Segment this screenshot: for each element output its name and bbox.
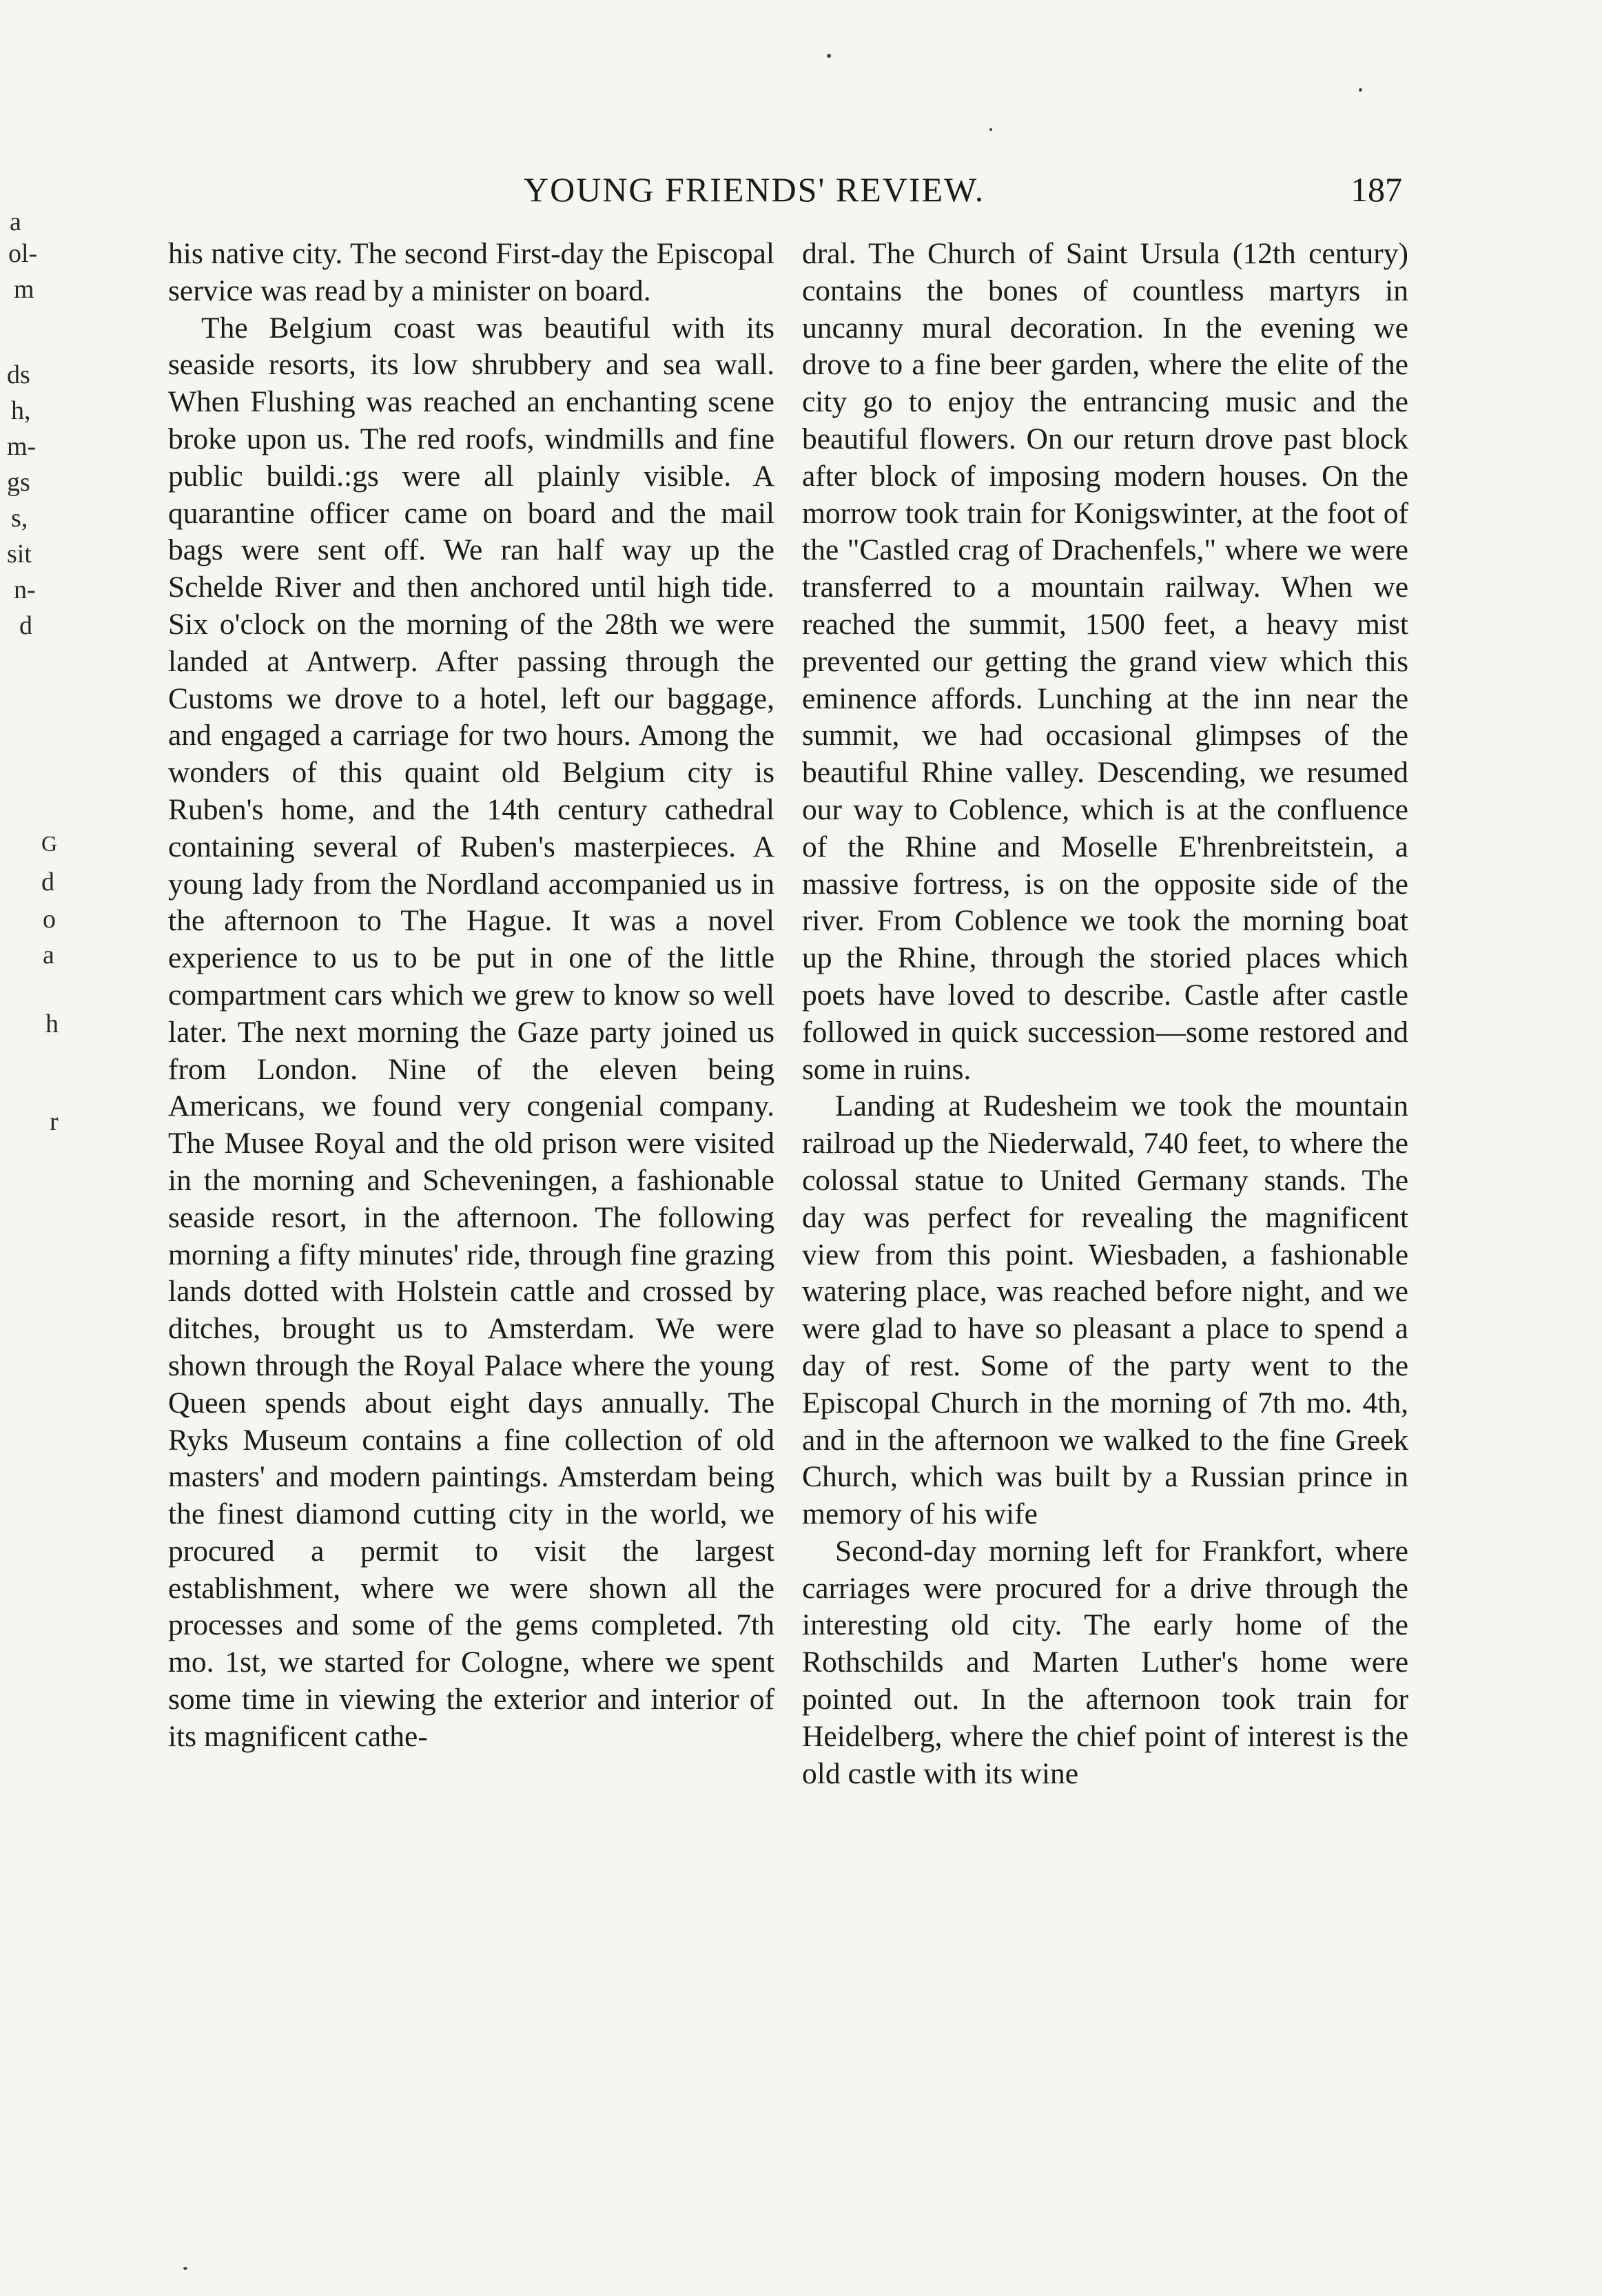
margin-fragment: o — [43, 905, 56, 934]
margin-fragment: a — [10, 207, 21, 236]
margin-fragment: h, — [11, 396, 31, 425]
left-margin-fragments — [0, 207, 103, 1861]
margin-fragment: ds — [7, 360, 30, 389]
paragraph: dral. The Church of Saint Ursula (12th century) contains the bones of countless martyrs in uncanny mural decoration. In the evening we drove to a fine beer garden, where the elite of the city go to enjoy the entrancing music and the beautiful flowers. On our return drove past block after block of imposing modern houses. On the morrow took train for Konigswinter, at the foot of the "Castled crag of Drachenfels," where we were transferred to a mountain railway. When we reached the summit, 1500 feet, a heavy mist prevented our getting the grand view which this eminence affords. Lunching at the inn near the summit, we had occasional glimpses of the beautiful Rhine valley. Descending, we resumed our way to Coblence, which is at the confluence of the Rhine and Moselle E'hrenbreitstein, a massive fortress, is on the opposite side of the river. From Coblence we took the morning boat up the Rhine, through the storied places which poets have loved to describe. Castle after castle followed in quick succession—some restored and some in ruins. — [802, 237, 1408, 1086]
margin-fragment: a — [43, 941, 54, 970]
paragraph: his native city. The second First-day the Episcopal service was read by a minister on board. — [168, 237, 774, 307]
margin-fragment: sit — [7, 540, 32, 568]
margin-fragment: d — [41, 868, 54, 896]
print-speck — [827, 54, 831, 58]
running-head-title: YOUNG FRIENDS' REVIEW. — [524, 170, 985, 209]
margin-fragment: s, — [11, 504, 28, 533]
paragraph: Landing at Rudesheim we took the mountain railroad up the Niederwald, 740 feet, to where the colossal statue to United Germany stands. The day was perfect for revealing the magnificent view from this point. Wiesbaden, a fashionable watering place, was reached before night, and we were glad to have so pleasant a place to spend a day of rest. Some of the party went to the Episcopal Church in the morning of 7th mo. 4th, and in the afternoon we walked to the fine Greek Church, which was built by a Russian prince in memory of his wife — [802, 1089, 1408, 1531]
left-column — [168, 236, 774, 1756]
margin-fragment: r — [50, 1107, 59, 1136]
paragraph: The Belgium coast was beautiful with its seaside resorts, its low shrubbery and sea wall. When Flushing was reached an enchanting scene broke upon us. The red roofs, windmills and fine public buildi.:gs were all plainly visible. A quarantine officer came on board and the mail bags were sent off. We ran half way up the Schelde River and then anchored until high tide. Six o'clock on the morning of the 28th we were landed at Antwerp. After passing through the Customs we drove to a hotel, left our baggage, and engaged a carriage for two hours. Among the wonders of this quaint old Belgium city is Ruben's home, and the 14th century cathedral containing several of Ruben's masterpieces. A young lady from the Nordland accompanied us in the afternoon to The Hague. It was a novel experience to us to be put in one of the little compartment cars which we grew to know so well later. The next morning the Gaze party joined us from London. Nine of the eleven being Americans, we found very congenial company. The Musee Royal and the old prison were visited in the morning and Scheveningen, a fashionable seaside resort, in the afternoon. The following morning a fifty minutes' ride, through fine grazing lands dotted with Holstein cattle and crossed by ditches, brought us to Amsterdam. We were shown through the Royal Palace where the young Queen spends about eight days annually. The Ryks Museum contains a fine collection of old masters' and modern paintings. Amsterdam being the finest diamond cutting city in the world, we procured a permit to visit the largest establishment, where we were shown all the processes and some of the gems completed. 7th mo. 1st, we started for Cologne, where we spent some time in viewing the exterior and interior of its magnificent cathe- — [168, 311, 774, 1753]
print-speck — [989, 128, 992, 131]
margin-fragment: m- — [7, 432, 37, 461]
margin-fragment: h — [45, 1009, 59, 1038]
print-speck — [183, 2267, 187, 2270]
margin-fragment: ol- — [8, 239, 38, 268]
page-number: 187 — [1351, 170, 1402, 209]
margin-fragment: gs — [7, 468, 30, 497]
paragraph: Second-day morning left for Frankfort, where carriages were procured for a drive through the interesting old city. The early home of the Rothschilds and Marten Luther's home were pointed out. In the afternoon took train for Heidelberg, where the chief point of interest is the old castle with its wine — [802, 1534, 1408, 1790]
margin-fragment: n- — [14, 575, 36, 604]
margin-fragment: m — [14, 275, 34, 304]
print-speck — [1359, 88, 1362, 92]
margin-fragment: d — [19, 611, 32, 640]
margin-fragment: G — [41, 831, 58, 856]
right-column — [802, 236, 1408, 1792]
